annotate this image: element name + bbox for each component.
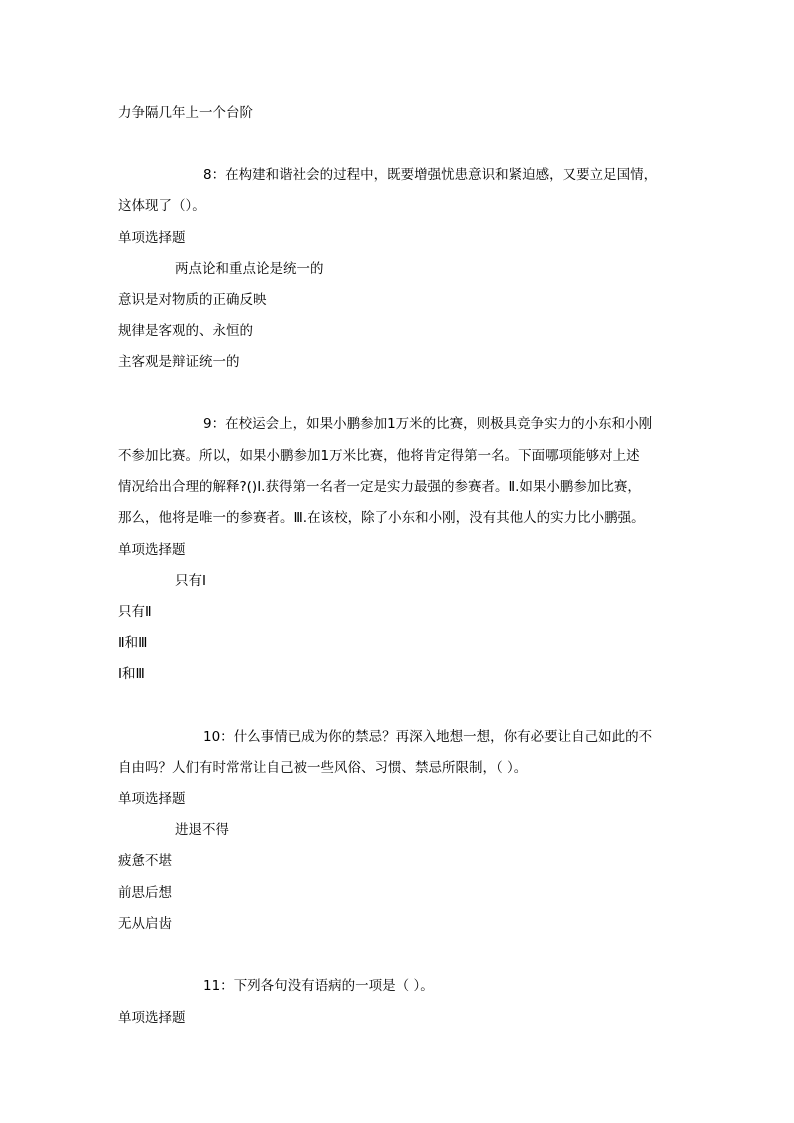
option-c[interactable]: Ⅱ和Ⅲ bbox=[118, 635, 148, 651]
question-number: 9： bbox=[203, 416, 226, 432]
question-type-label: 单项选择题 bbox=[118, 542, 186, 558]
question-type-label: 单项选择题 bbox=[118, 1010, 186, 1026]
question-type-label: 单项选择题 bbox=[118, 230, 186, 246]
option-c[interactable]: 前思后想 bbox=[118, 885, 172, 901]
question-number: 10： bbox=[203, 729, 234, 745]
continuation-text: 力争隔几年上一个台阶 bbox=[118, 105, 253, 121]
question-9-line-4: 那么，他将是唯一的参赛者。Ⅲ.在该校，除了小东和小刚，没有其他人的实力比小鹏强。 bbox=[118, 510, 645, 526]
question-8-line-2: 这体现了（）。 bbox=[118, 198, 206, 214]
option-d[interactable]: Ⅰ和Ⅲ bbox=[118, 666, 145, 682]
question-number: 8： bbox=[203, 167, 226, 183]
question-type-label: 单项选择题 bbox=[118, 791, 186, 807]
option-c[interactable]: 规律是客观的、永恒的 bbox=[118, 323, 253, 339]
option-b[interactable]: 疲惫不堪 bbox=[118, 853, 172, 869]
question-9-line-1: 9：在校运会上，如果小鹏参加1万米的比赛，则极具竞争实力的小东和小刚 bbox=[203, 416, 653, 432]
question-9-line-3: 情况给出合理的解释?()Ⅰ.获得第一名者一定是实力最强的参赛者。Ⅱ.如果小鹏参加比赛， bbox=[118, 479, 641, 495]
option-b[interactable]: 只有Ⅱ bbox=[118, 604, 152, 620]
option-a[interactable]: 只有Ⅰ bbox=[175, 573, 206, 589]
question-10-line-2: 自由吗？人们有时常常让自己被一些风俗、习惯、禁忌所限制，（ ）。 bbox=[118, 760, 528, 776]
question-8-line-1: 8：在构建和谐社会的过程中，既要增强忧患意识和紧迫感，又要立足国情， bbox=[203, 167, 658, 183]
question-11-line-1: 11：下列各句没有语病的一项是（ ）。 bbox=[203, 978, 434, 994]
question-number: 11： bbox=[203, 978, 234, 994]
option-a[interactable]: 进退不得 bbox=[175, 822, 229, 838]
option-b[interactable]: 意识是对物质的正确反映 bbox=[118, 292, 267, 308]
option-a[interactable]: 两点论和重点论是统一的 bbox=[175, 261, 324, 277]
question-9-line-2: 不参加比赛。所以，如果小鹏参加1万米比赛，他将肯定得第一名。下面哪项能够对上述 bbox=[118, 448, 640, 464]
option-d[interactable]: 无从启齿 bbox=[118, 916, 172, 932]
question-10-line-1: 10：什么事情已成为你的禁忌？再深入地想一想，你有必要让自己如此的不 bbox=[203, 729, 653, 745]
option-d[interactable]: 主客观是辩证统一的 bbox=[118, 354, 240, 370]
